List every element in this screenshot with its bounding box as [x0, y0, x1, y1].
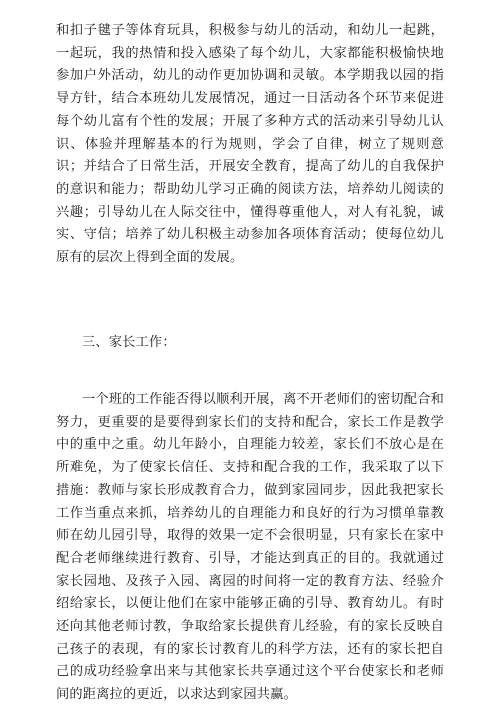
section-heading-parent-work: 三、家长工作：	[82, 335, 176, 350]
paragraph-parent-work: 一个班的工作能否得以顺利开展，离不开老师们的密切配合和努力，更重要的是要得到家长们的支持和配合，家长工作是教学中的重中之重。幼儿年龄小，自理能力较差，家长们不放心是在所难免，为了使家长信任、支持和配合我的工作，我采取了以下措施：教师与家长形成教育合力，做到家园同步，因此我把家长工作当重点来抓，培养幼儿的自理能力和良好的行为习惯单靠教师在幼儿园引导，取得的效果一定不会很明显，只有家长在家中配合老师继续进行教育、引导，才能达到真正的目的。我就通过家长园地、及孩子入园、离园的时间将一定的教育方法、经验介绍给家长，以便让他们在家中能够正确的引导、教育幼儿。有时还向其他老师讨教，争取给家长提供育儿经验，有的家长反映自己孩子的表现，有的家长讨教育儿的科学方法，还有的家长把自己的成功经验拿出来与其他家长共享通过这个平台使家长和老师间的距离拉的更近，以求达到家园共赢。	[56, 392, 444, 703]
paragraph-child-development: 和扣子毽子等体育玩具，积极参与幼儿的活动，和幼儿一起跳，一起玩，我的热情和投入感染了每个幼儿，大家都能积极愉快地参加户外活动，幼儿的动作更加协调和灵敏。本学期我以园的指导方针，结合本班幼儿发展情况，通过一日活动各个环节来促进每个幼儿富有个性的发展；开展了多种方式的活动来引导幼儿认识、体验并理解基本的行为规则，学会了自律，树立了规则意识；并结合了日常生活，开展安全教育，提高了幼儿的自我保护的意识和能力；帮助幼儿学习正确的阅读方法，培养幼儿阅读的兴趣；引导幼儿在人际交往中，懂得尊重他人，对人有礼貌，诚实、守信；培养了幼儿积极主动参加各项体育活动；使每位幼儿原有的层次上得到全面的发展。	[56, 23, 444, 266]
